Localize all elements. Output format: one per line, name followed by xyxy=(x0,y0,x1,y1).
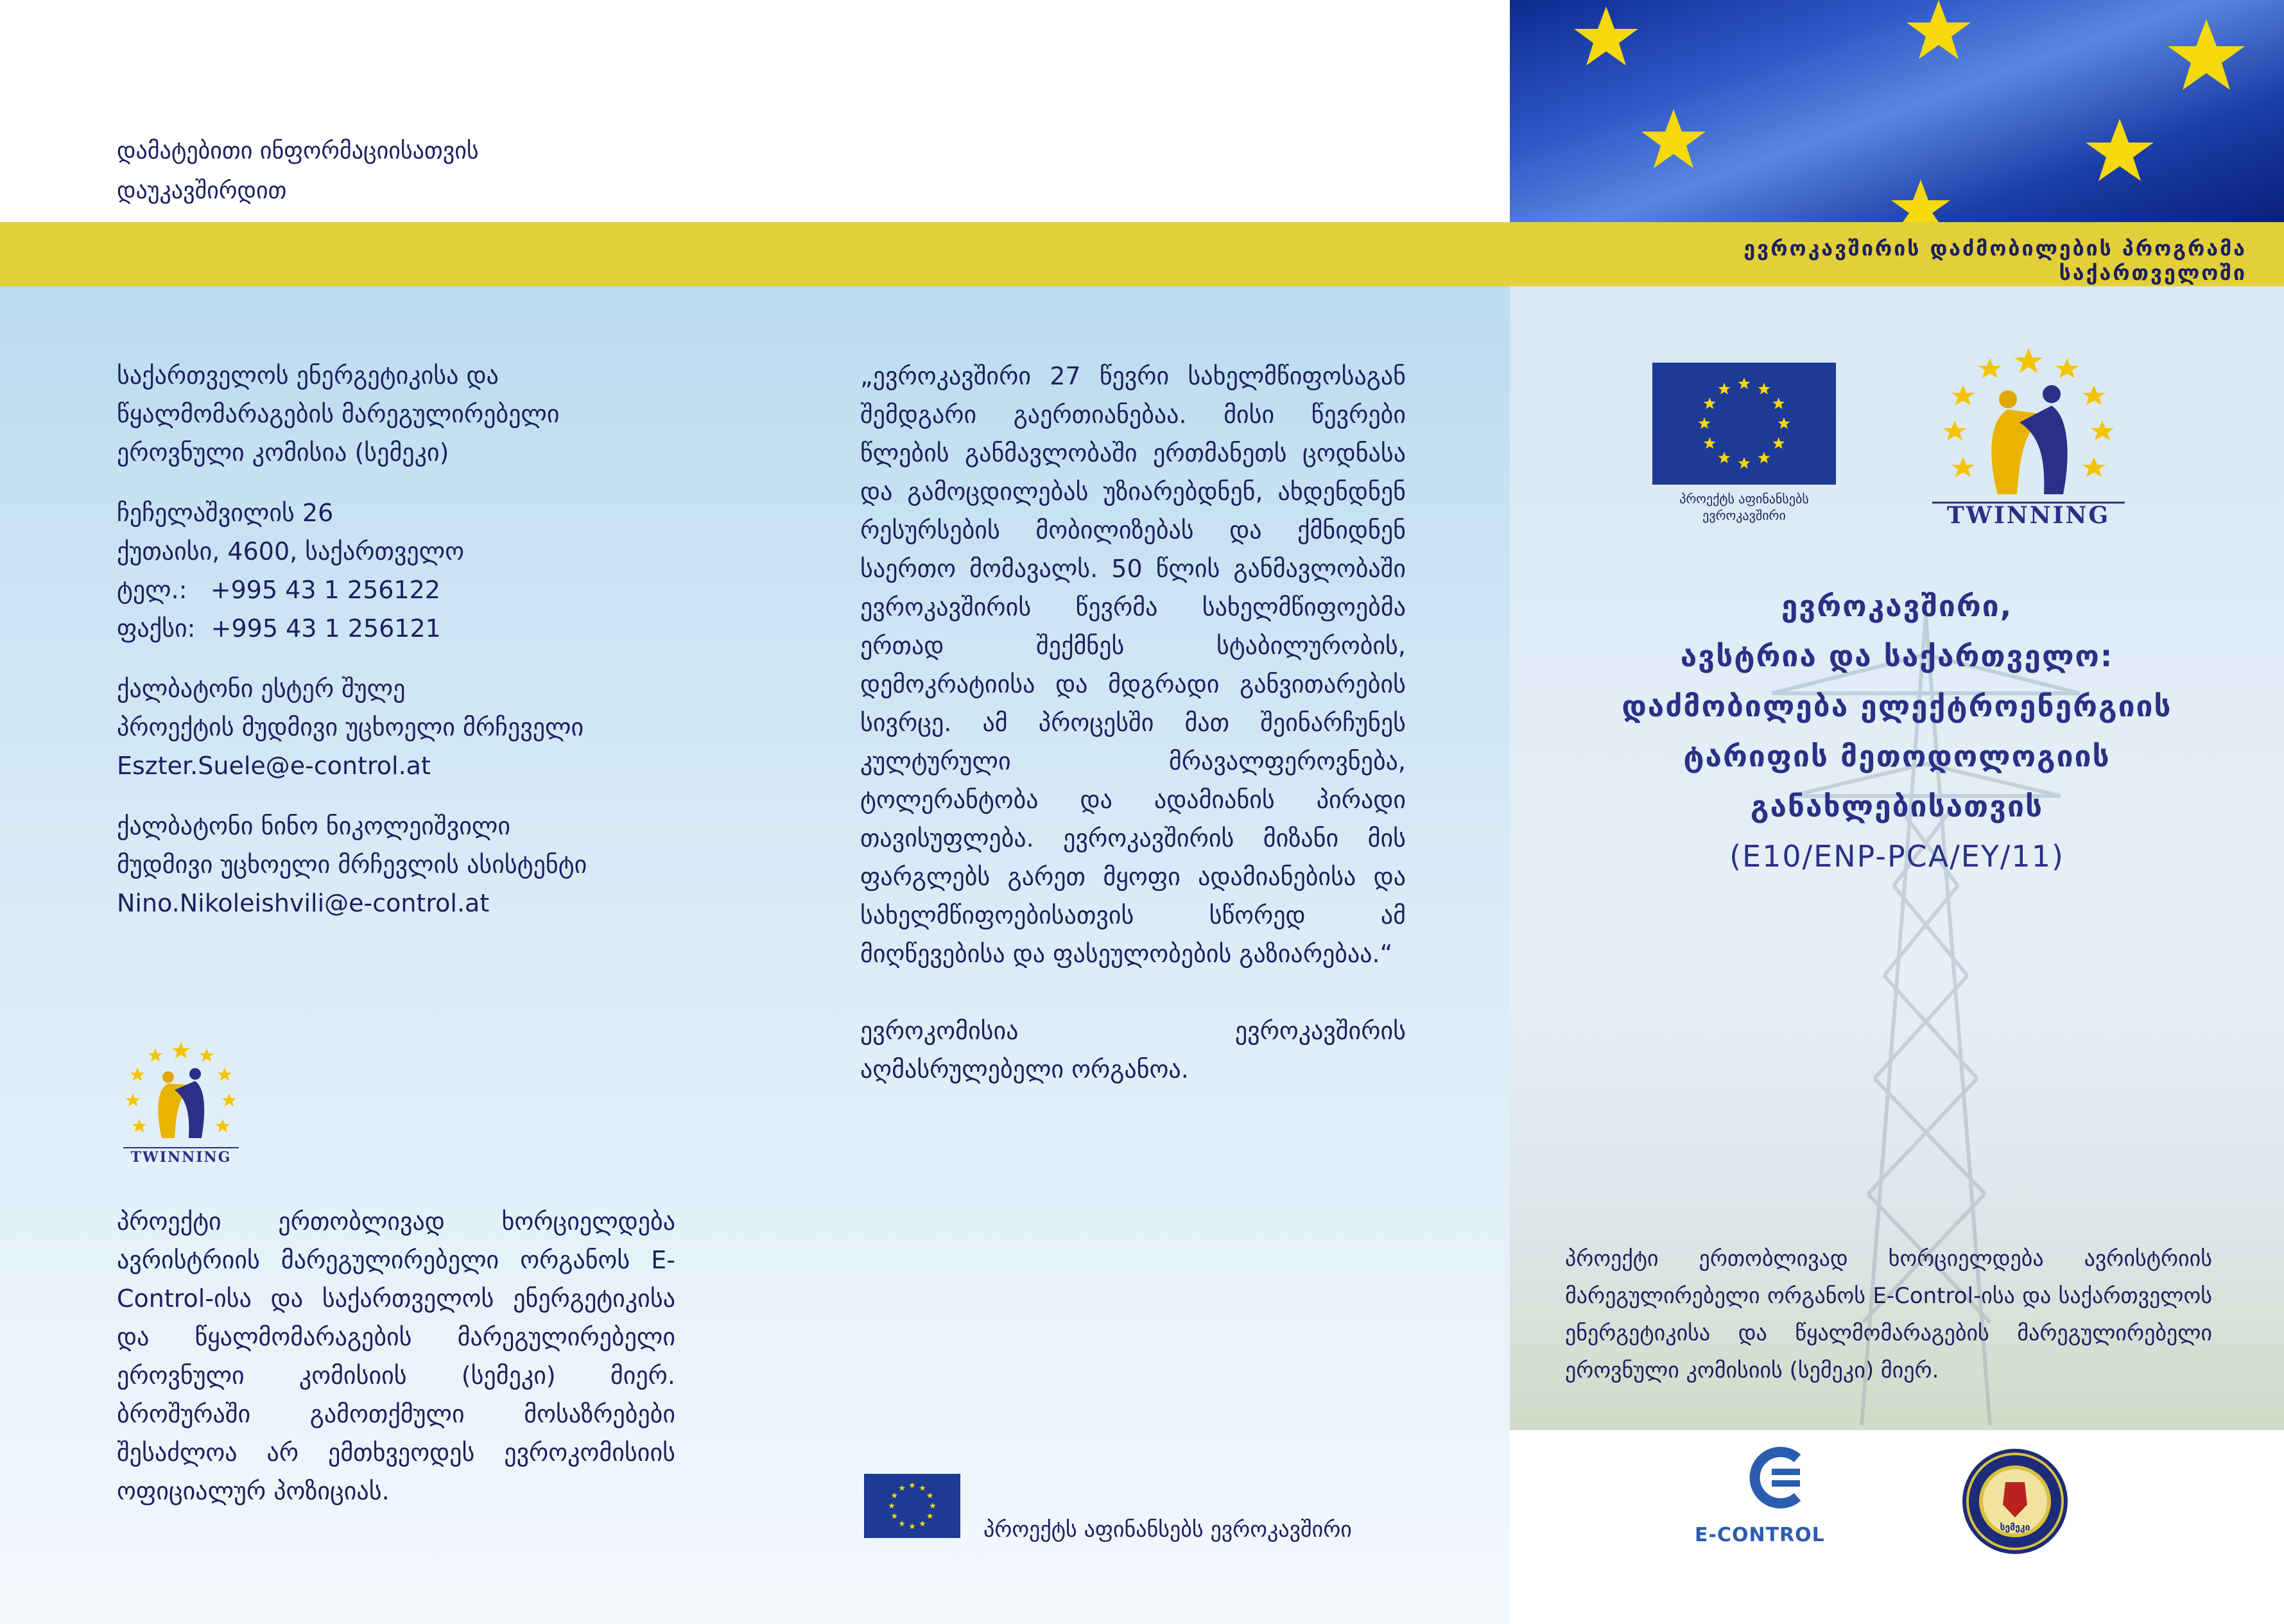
eu-flag-small xyxy=(864,1474,960,1538)
cover-title-line3: დაძმობილება ელექტროენერგიის xyxy=(1622,689,2172,723)
advisor-role: პროექტის მუდმივი უცხოელი მრჩეველი xyxy=(117,713,584,741)
gnerc-seal-logo xyxy=(1960,1447,2070,1556)
advisor-email[interactable]: Eszter.Suele@e-control.at xyxy=(117,752,431,780)
twinning-logo-small xyxy=(117,1039,245,1167)
e-control-logo-icon xyxy=(1746,1446,1810,1510)
contact-header xyxy=(117,132,479,211)
cover-title xyxy=(1553,581,2240,881)
e-control-label: E-CONTROL xyxy=(1695,1524,1825,1546)
disclaimer-paragraph: პროექტი ერთობლივად ხორციელდება ავრისტრიის მარეგულირებელი ორგანოს E-Control-ისა და საქართველოს ენერგეტიკისა და წყალმომარაგების მარეგულირებელი ეროვნული კომისიის (სემეკი) მიერ. ბროშურაში გამოთქმული მოსაზრებები შესაძლოა არ ემთხვეოდეს ევროკომისიის ოფიციალურ პოზიციას. xyxy=(117,1207,675,1505)
project-code: (E10/ENP-PCA/EY/11) xyxy=(1729,839,2064,874)
fax-row xyxy=(117,609,695,648)
phone-number: +995 43 1 256122 xyxy=(210,576,440,604)
eu-quote: „ევროკავშირი 27 წევრი სახელმწიფოსაგან შემდგარი გაერთიანებაა. მისი წევრები წლების განმავლობაში ერთმანეთს ცოდნასა და გამოცდილებას უზიარებდნენ, ახდენდნენ რესურსების მობილიზებას და ქმნიდნენ საერთო მომავალს. 50 წლის განმავლობაში ევროკავშირის წევრმა სახელმწიფოებმა ერთად შექმნეს სტაბილურობის, დემოკრატიისა და მდგრადი განვითარების სივრცე. ამ პროცესში მათ შეინარჩუნეს კულტურული მრავალფეროვნება, ტოლერანტობა და ადამიანის პირადი თავისუფლება. ევროკავშირის მიზანი მის ფარგლებს გარეთ მყოფი ადამიანებისა და სახელმწიფოებისათვის სწორედ ამ მიღწევებისა და ფასეულობების გაზიარებაა.“ xyxy=(860,362,1406,968)
cover-title-line4: ტარიფის მეთოდოლოგიის xyxy=(1683,739,2111,773)
assistant-email[interactable]: Nino.Nikoleishvili@e-control.at xyxy=(117,889,490,917)
twinning-logo-large xyxy=(1926,347,2131,526)
assistant-name: ქალბატონი ნინო ნიკოლეიშვილი xyxy=(117,812,510,840)
program-band-title: ევროკავშირის დაძმობილების პროგრამა საქართველოში xyxy=(1743,236,2247,285)
org-line2: წყალმომარაგების მარეგულირებელი xyxy=(117,400,560,428)
contact-header-line2: დაუკავშირდით xyxy=(117,178,287,204)
address-city: ქუთაისი, 4600, საქართველო xyxy=(117,537,464,566)
fax-number: +995 43 1 256121 xyxy=(211,614,441,643)
fax-label: ფაქსი: xyxy=(117,614,196,643)
cover-logo-strip xyxy=(1510,1430,2284,1624)
seal-text: სემეკი xyxy=(2000,1523,2030,1533)
eu-caption-line1: პროექტს აფინანსებს xyxy=(1679,491,1809,506)
address-street: ჩეჩელაშვილის 26 xyxy=(117,499,334,527)
eu-funding-text: პროექტს აფინანსებს ევროკავშირი xyxy=(983,1517,1352,1542)
cover-title-line1: ევროკავშირი, xyxy=(1781,589,2013,623)
org-line1: საქართველოს ენერგეტიკისა და xyxy=(117,361,499,390)
contact-details xyxy=(117,356,695,922)
contact-header-line1: დამატებითი ინფორმაციისათვის xyxy=(117,138,479,164)
cover-title-line2: ავსტრია და საქართველო: xyxy=(1680,639,2114,673)
eu-quote-section xyxy=(860,357,1406,1127)
eu-caption-line2: ევროკავშირი xyxy=(1702,508,1786,523)
assistant-role: მუდმივი უცხოელი მრჩევლის ასისტენტი xyxy=(117,851,587,879)
advisor-name: ქალბატონი ესტერ შულე xyxy=(117,675,406,703)
eu-logo-caption xyxy=(1643,490,1845,524)
commission-note: ევროკომისია ევროკავშირის აღმასრულებელი ორგანოა. xyxy=(860,1017,1406,1084)
phone-row xyxy=(117,571,695,609)
eu-flag-banner xyxy=(1510,0,2284,222)
org-line3: ეროვნული კომისია (სემეკი) xyxy=(117,438,449,467)
cover-paragraph: პროექტი ერთობლივად ხორციელდება ავრისტრიის მარეგულირებელი ორგანოს E-Control-ისა და საქართველოს ენერგეტიკისა და წყალმომარაგების მარეგულირებელი ეროვნული კომისიის (სემეკი) მიერ. xyxy=(1565,1246,2212,1383)
phone-label: ტელ.: xyxy=(117,576,187,604)
cover-title-line5: განახლებისათვის xyxy=(1750,789,2044,824)
twinning-small-text: TWINNING xyxy=(130,1149,232,1166)
flag-stars xyxy=(1510,0,2284,222)
eu-flag-logo xyxy=(1652,363,1836,485)
twinning-large-text: TWINNING xyxy=(1946,502,2111,526)
